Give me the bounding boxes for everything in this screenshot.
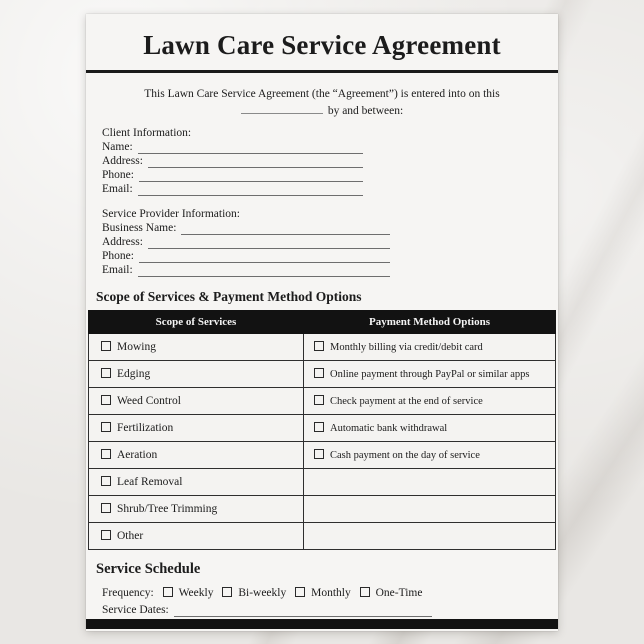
checkbox-icon — [222, 587, 232, 597]
service-cell-shrub-tree-trimming — [89, 496, 304, 523]
checkbox-icon — [314, 422, 324, 432]
payment-label: Check payment at the end of service — [330, 396, 483, 407]
checkbox-icon — [101, 476, 111, 486]
client-info-heading: Client Information: — [102, 127, 192, 139]
frequency-option-weekly — [163, 587, 214, 599]
table-row — [89, 442, 556, 469]
frequency-option-label: Bi-weekly — [238, 587, 287, 599]
service-schedule-section — [96, 561, 558, 617]
client-phone-label: Phone: — [102, 169, 134, 181]
payment-cell-monthly-billing — [304, 334, 556, 361]
client-address-label: Address: — [102, 155, 143, 167]
checkbox-icon — [314, 449, 324, 459]
service-label: Other — [117, 530, 144, 542]
table-header-row — [89, 311, 556, 334]
service-label: Mowing — [117, 341, 156, 353]
service-cell-aeration — [89, 442, 304, 469]
payment-label: Automatic bank withdrawal — [330, 423, 448, 434]
service-cell-fertilization — [89, 415, 304, 442]
scope-section-heading: Scope of Services & Payment Method Options — [96, 289, 362, 304]
title-divider — [86, 70, 558, 73]
service-cell-mowing — [89, 334, 304, 361]
provider-info-section — [102, 207, 558, 277]
frequency-label: Frequency: — [102, 587, 154, 599]
footer-bar — [86, 619, 558, 629]
intro-paragraph — [108, 86, 536, 119]
service-dates-row — [102, 603, 432, 617]
frequency-option-label: Weekly — [178, 587, 214, 599]
service-label: Fertilization — [117, 422, 174, 434]
checkbox-icon — [314, 341, 324, 351]
service-cell-edging — [89, 361, 304, 388]
provider-email-label: Email: — [102, 264, 133, 276]
frequency-row — [102, 586, 558, 600]
client-name-label: Name: — [102, 141, 133, 153]
payment-cell-cash-payment — [304, 442, 556, 469]
service-label: Weed Control — [117, 395, 181, 407]
checkbox-icon — [101, 368, 111, 378]
intro-line2: by and between: — [327, 105, 404, 117]
table-row — [89, 523, 556, 550]
payment-cell-empty — [304, 496, 556, 523]
provider-address-row — [102, 235, 390, 249]
service-label: Shrub/Tree Trimming — [117, 503, 218, 515]
service-label: Leaf Removal — [117, 476, 183, 488]
provider-email-row — [102, 263, 390, 277]
date-blank-line — [241, 102, 323, 114]
payment-column-header: Payment Method Options — [304, 311, 556, 334]
payment-cell-check-payment — [304, 388, 556, 415]
checkbox-icon — [101, 503, 111, 513]
intro-line1: This Lawn Care Service Agreement (the “Agreement”) is entered into on this — [144, 88, 500, 100]
checkbox-icon — [314, 368, 324, 378]
services-payment-table — [88, 310, 556, 550]
client-info-section — [102, 126, 558, 196]
table-row — [89, 415, 556, 442]
client-email-blank-line — [138, 183, 363, 196]
client-address-blank-line — [148, 155, 363, 168]
payment-cell-empty — [304, 469, 556, 496]
frequency-option-monthly — [295, 587, 351, 599]
provider-phone-blank-line — [139, 250, 390, 263]
provider-address-blank-line — [148, 236, 390, 249]
payment-label: Monthly billing via credit/debit card — [330, 342, 483, 353]
service-cell-other — [89, 523, 304, 550]
service-cell-weed-control — [89, 388, 304, 415]
table-row — [89, 469, 556, 496]
checkbox-icon — [101, 341, 111, 351]
agreement-document — [86, 14, 558, 631]
payment-cell-empty — [304, 523, 556, 550]
checkbox-icon — [360, 587, 370, 597]
service-dates-blank-line — [174, 604, 432, 617]
provider-address-label: Address: — [102, 236, 143, 248]
service-cell-leaf-removal — [89, 469, 304, 496]
checkbox-icon — [101, 530, 111, 540]
provider-business-name-blank-line — [181, 222, 390, 235]
provider-info-heading: Service Provider Information: — [102, 208, 240, 220]
payment-cell-online-payment — [304, 361, 556, 388]
payment-label: Online payment through PayPal or similar apps — [330, 369, 530, 380]
client-phone-row — [102, 168, 363, 182]
payment-cell-bank-withdrawal — [304, 415, 556, 442]
table-row — [89, 388, 556, 415]
frequency-option-label: One-Time — [375, 587, 423, 599]
client-email-row — [102, 182, 363, 196]
client-email-label: Email: — [102, 183, 133, 195]
client-name-row — [102, 140, 363, 154]
provider-business-name-label: Business Name: — [102, 222, 177, 234]
service-dates-label: Service Dates: — [102, 604, 169, 616]
frequency-option-onetime — [360, 587, 423, 599]
provider-phone-label: Phone: — [102, 250, 134, 262]
provider-business-name-row — [102, 221, 390, 235]
checkbox-icon — [101, 449, 111, 459]
frequency-option-biweekly — [222, 587, 286, 599]
checkbox-icon — [295, 587, 305, 597]
service-label: Edging — [117, 368, 151, 380]
client-phone-blank-line — [139, 169, 363, 182]
client-address-row — [102, 154, 363, 168]
frequency-option-label: Monthly — [311, 587, 351, 599]
checkbox-icon — [314, 395, 324, 405]
checkbox-icon — [163, 587, 173, 597]
provider-phone-row — [102, 249, 390, 263]
services-column-header: Scope of Services — [89, 311, 304, 334]
table-row — [89, 334, 556, 361]
checkbox-icon — [101, 395, 111, 405]
checkbox-icon — [101, 422, 111, 432]
provider-email-blank-line — [138, 264, 390, 277]
service-schedule-heading: Service Schedule — [96, 561, 201, 577]
table-row — [89, 361, 556, 388]
table-row — [89, 496, 556, 523]
service-label: Aeration — [117, 449, 158, 461]
payment-label: Cash payment on the day of service — [330, 450, 480, 461]
page-title: Lawn Care Service Agreement — [143, 30, 501, 60]
client-name-blank-line — [138, 141, 363, 154]
